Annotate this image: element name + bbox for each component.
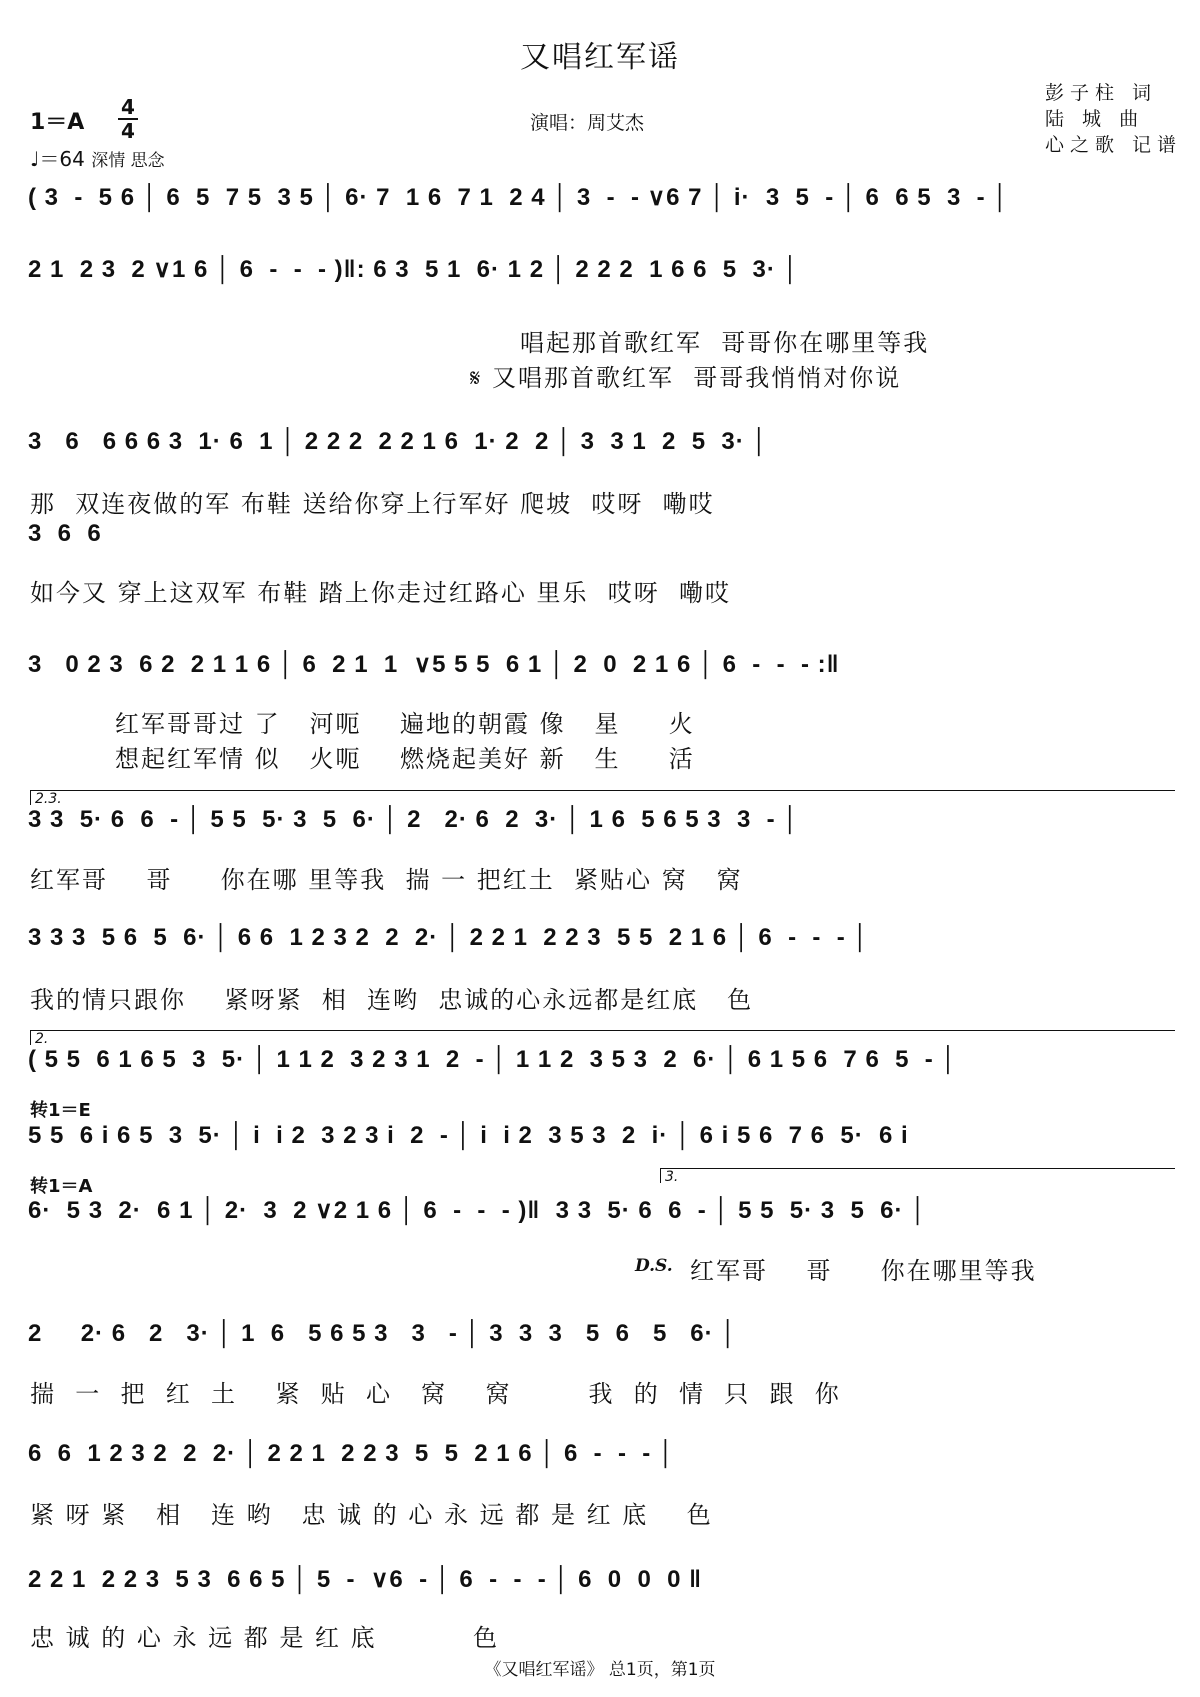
score-line-8: 5 5 6 i 6 5 3 5· │ i i 2 3 2 3 i 2 - │ i i 2 3 5 3 2 i· │ 6 i 5 6 7 6 5· 6 i xyxy=(28,1122,909,1149)
volta-bracket-2 xyxy=(30,1030,1175,1045)
volta-label-3: 3. xyxy=(665,1169,679,1185)
score-line-6: 3 3 3 5 6 5 6· │ 6 6 1 2 3 2 2 2· │ 2 2 1 2 2 3 5 5 2 1 6 │ 6 - - - │ xyxy=(28,924,870,951)
volta-bracket-3 xyxy=(660,1168,1175,1183)
lyric-line-1b: 𝄋 又唱那首歌红军 哥哥我悄悄对你说 xyxy=(470,364,902,392)
score-line-7: ( 5 5 6 1 6 5 3 5· │ 1 1 2 3 2 3 1 2 - │ 1 1 2 3 5 3 2 6· │ 6 1 5 6 7 6 5 - │ xyxy=(28,1046,958,1073)
lyric-line-1a: 唱起那首歌红军 哥哥你在哪里等我 xyxy=(520,329,930,357)
lyric-line-3b: 想起红军情 似 火呃 燃烧起美好 新 生 活 xyxy=(115,745,695,773)
volta-bracket-1 xyxy=(30,790,1175,805)
lyric-line-9: 忠 诚 的 心 永 远 都 是 红 底 色 xyxy=(30,1624,499,1652)
transcriber: 心之歌 记谱 xyxy=(1045,134,1183,156)
composer: 陆 城 曲 xyxy=(1045,108,1145,130)
score-line-5: 3 3 5· 6 6 - │ 5 5 5· 3 5 6· │ 2 2· 6 2 3· │ 1 6 5 6 5 3 3 - │ xyxy=(28,806,800,833)
lyric-line-4: 红军哥 哥 你在哪 里等我 揣 一 把红土 紧贴心 窝 窝 xyxy=(30,866,743,894)
tempo-value: ♩＝64 xyxy=(30,147,85,171)
key-signature: 1＝A xyxy=(30,110,85,135)
score-line-11: 6 6 1 2 3 2 2 2· │ 2 2 1 2 2 3 5 5 2 1 6 │ 6 - - - │ xyxy=(28,1440,675,1467)
score-line-9: 6· 5 3 2· 6 1 │ 2· 3 2 ∨2 1 6 │ 6 - - - )‖ 3 3 5· 6 6 - │ 5 5 5· 3 5 6· │ xyxy=(28,1197,928,1224)
lyric-line-7: 揣 一 把 红 土 紧 贴 心 窝 窝 我 的 情 只 跟 你 xyxy=(30,1380,841,1408)
time-signature xyxy=(118,97,138,141)
lyricist: 彭子柱 词 xyxy=(1045,82,1158,104)
score-line-4: 3 0 2 3 6 2 2 1 1 6 │ 6 2 1 1 ∨5 5 5 6 1 │ 2 0 2 1 6 │ 6 - - - :‖ xyxy=(28,651,840,678)
score-line-2: 2 1 2 3 2 ∨1 6 │ 6 - - - )‖: 6 3 5 1 6· 1 2 │ 2 2 2 1 6 6 5 3· │ xyxy=(28,256,800,283)
lyric-line-8: 紧 呀 紧 相 连 哟 忠 诚 的 心 永 远 都 是 红 底 色 xyxy=(30,1501,713,1529)
tempo-marking xyxy=(30,143,165,172)
mood-marking: 深情 思念 xyxy=(91,151,165,171)
lyric-line-2b: 如今又 穿上这双军 布鞋 踏上你走过红路心 里乐 哎呀 嘞哎 xyxy=(30,579,732,607)
score-line-10: 2 2· 6 2 3· │ 1 6 5 6 5 3 3 - │ 3 3 3 5 6 5 6· │ xyxy=(28,1320,738,1347)
page-footer: 《又唱红军谣》 总1页，第1页 xyxy=(484,1660,716,1680)
volta-label-1: 2.3. xyxy=(35,791,62,807)
singer-credit: 演唱：周艾杰 xyxy=(530,112,645,134)
modulation-e: 转1＝E xyxy=(30,1100,91,1121)
modulation-a: 转1＝A xyxy=(30,1176,93,1197)
score-line-3b: 3 6 6 xyxy=(28,520,102,547)
score-line-1: ( 3 - 5 6 │ 6 5 7 5 3 5 │ 6· 7 1 6 7 1 2 4 │ 3 - - ∨6 7 │ i· 3 5 - │ 6 6 5 3 - │ xyxy=(28,184,1010,211)
volta-label-2: 2. xyxy=(35,1031,49,1047)
time-sig-top: 4 xyxy=(121,95,135,119)
time-sig-bottom: 4 xyxy=(121,119,135,143)
lyric-line-3a: 红军哥哥过 了 河呃 遍地的朝霞 像 星 火 xyxy=(115,710,695,738)
credits xyxy=(1045,80,1182,158)
lyric-line-5: 我的情只跟你 紧呀紧 相 连哟 忠诚的心永远都是红底 色 xyxy=(30,986,754,1014)
lyric-line-2a: 那 双连夜做的军 布鞋 送给你穿上行军好 爬坡 哎呀 嘞哎 xyxy=(30,490,715,518)
score-line-12: 2 2 1 2 2 3 5 3 6 6 5 │ 5 - ∨6 - │ 6 - - - │ 6 0 0 0 ‖ xyxy=(28,1566,703,1593)
lyric-line-6: 红军哥 哥 你在哪里等我 xyxy=(690,1257,1037,1285)
ds-marker: D.S. xyxy=(635,1256,673,1276)
song-title: 又唱红军谣 xyxy=(520,40,680,75)
score-line-3: 3 6 6 6 6 3 1· 6 1 │ 2 2 2 2 2 1 6 1· 2 2 │ 3 3 1 2 5 3· │ xyxy=(28,428,769,455)
